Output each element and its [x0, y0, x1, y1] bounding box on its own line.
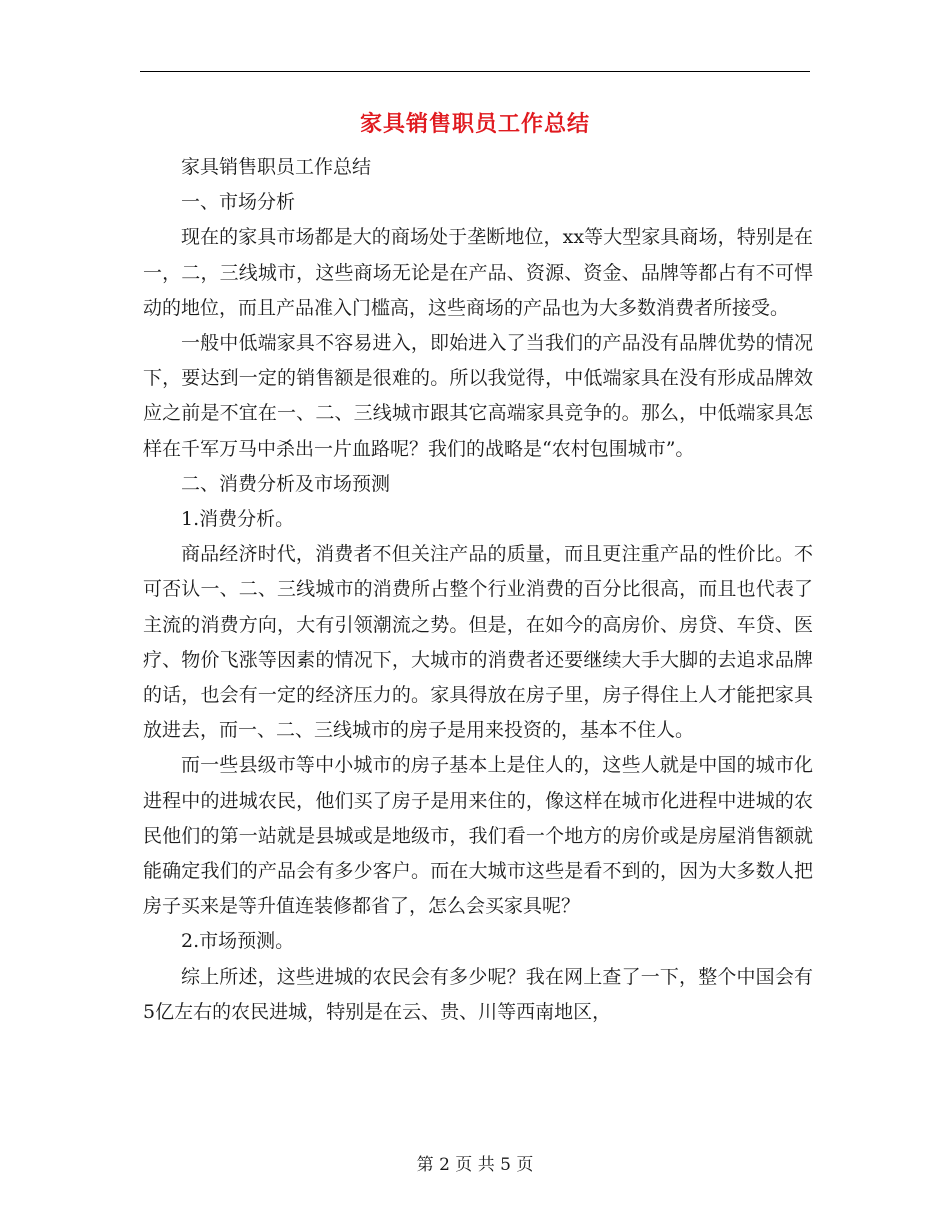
paragraph: 一般中低端家具不容易进入，即始进入了当我们的产品没有品牌优势的情况下，要达到一定的销售额是很难的。所以我觉得，中低端家具在没有形成品牌效应之前是不宜在一、二、三线城市跟其它高端家具竞争的。那么，中低端家具怎样在千军万马中杀出一片血路呢？我们的战略是“农村包围城市”。	[143, 332, 813, 460]
document-body	[143, 150, 813, 1030]
header-rule	[140, 71, 810, 72]
paragraph-subtitle: 家具销售职员工作总结	[181, 156, 372, 178]
paragraph: 商品经济时代，消费者不但关注产品的质量，而且更注重产品的性价比。不可否认一、二、三线城市的消费所占整个行业消费的百分比很高，而且也代表了主流的消费方向，大有引领潮流之势。但是，在如今的高房价、房贷、车贷、医疗、物价飞涨等因素的情况下，大城市的消费者还要继续大手大脚的去追求品牌的话，也会有一定的经济压力的。家具得放在房子里，房子得住上人才能把家具放进去，而一、二、三线城市的房子是用来投资的，基本不住人。	[143, 543, 813, 742]
page-number-footer: 第 2 页 共 5 页	[416, 1155, 534, 1175]
document-title: 家具销售职员工作总结	[359, 112, 590, 137]
paragraph: 而一些县级市等中小城市的房子基本上是住人的，这些人就是中国的城市化进程中的进城农民，他们买了房子是用来住的，像这样在城市化进程中进城的农民他们的第一站就是县城或是地级市，我们看一个地方的房价或是房屋消售额就能确定我们的产品会有多少客户。而在大城市这些是看不到的，因为大多数人把房子买来是等升值连装修都省了，怎么会买家具呢？	[143, 754, 813, 918]
section-heading-market-analysis: 一、市场分析	[181, 191, 296, 214]
paragraph: 现在的家具市场都是大的商场处于垄断地位，xx等大型家具商场，特别是在一，二，三线城市，这些商场无论是在产品、资源、资金、品牌等都占有不可悍动的地位，而且产品准入门槛高，这些商场的产品也为大多数消费者所接受。	[143, 226, 813, 319]
subheading-consumption-analysis: 1.消费分析。	[181, 508, 295, 531]
paragraph: 综上所述，这些进城的农民会有多少呢？我在网上查了一下，整个中国会有5亿左右的农民进城，特别是在云、贵、川等西南地区，	[143, 965, 813, 1023]
section-heading-consumption-analysis: 二、消费分析及市场预测	[181, 472, 391, 495]
subheading-market-forecast: 2.市场预测。	[181, 930, 295, 953]
